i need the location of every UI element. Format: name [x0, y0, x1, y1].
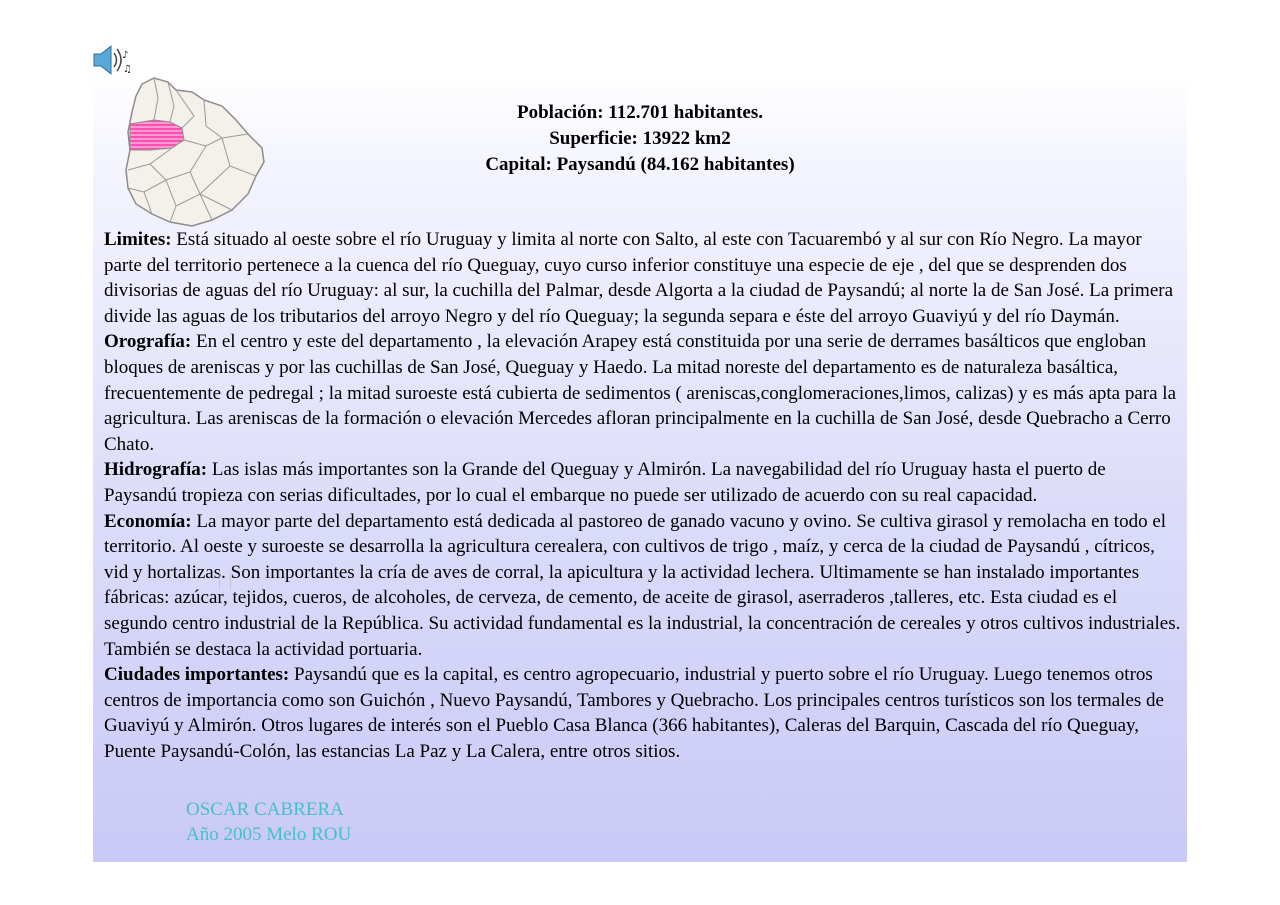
department-stats: [440, 100, 840, 178]
section-heading: Ciudades importantes:: [104, 664, 290, 686]
section-text: La mayor parte del departamento está dedicada al pastoreo de ganado vacuno y ovino. Se cultiva girasol y remolacha en todo el territorio. Al oeste y suroeste se desarrolla la agricultura cerealera, con cultivos de trigo , maíz, y cerca de la ciudad de Paysandú , cítricos, vid y hortalizas. Son importantes la cría de aves de corral, la apicultura y la actividad lechera. Ultimamente se han instalado importantes fábricas: azúcar, tejidos, cueros, de alcoholes, de cerveza, de cemento, de aceite de girasol, aserraderos ,talleres, etc. Esta ciudad es el segundo centro industrial de la República. Su actividad fundamental es la industrial, la concentración de cereales y otros cultivos industriales. También se destaca la actividad portuaria.: [104, 510, 1181, 660]
section-heading: Orografía:: [104, 331, 192, 353]
department-description: [104, 227, 1182, 764]
capital-stat: Capital: Paysandú (84.162 habitantes): [485, 154, 795, 175]
section-text: Paysandú que es la capital, es centro agropecuario, industrial y puerto sobre el río Uruguay. Luego tenemos otros centros de importancia como son Guichón , Nuevo Paysandú, Tambores y Quebracho. Los principales centros turísticos son los termales de Guaviyú y Almirón. Otros lugares de interés son el Pueblo Casa Blanca (366 habitantes), Caleras del Barquin, Cascada del río Queguay, Puente Paysandú-Colón, las estancias La Paz y La Calera, entre otros sitios.: [104, 664, 1164, 762]
section-ciudades: [104, 662, 1182, 764]
speaker-sound-icon[interactable]: [92, 42, 132, 78]
section-heading: Limites:: [104, 229, 172, 250]
svg-text:♫: ♫: [123, 64, 132, 75]
section-text: Las islas más importantes son la Grande del Queguay y Almirón. La navegabilidad del río Uruguay hasta el puerto de Paysandú tropieza con serias dificultades, por lo cual el embarque no puede ser utilizado de acuerdo con su real capacidad.: [104, 459, 1106, 506]
section-economia: [104, 509, 1182, 663]
section-text: En el centro y este del departamento , la elevación Arapey está constituida por una serie de derrames basálticos que engloban bloques de areniscas y por las cuchillas de San José, Queguay y Haedo. La mitad noreste del departamento es de naturaleza basáltica, frecuentemente de pedregal ; la mitad suroeste está cubierta de sedimentos ( areniscas,conglomeraciones,limos, calizas) y es más apta para la agricultura. Las areniscas de la formación o elevación Mercedes afloran principalmente en la cuchilla de San José, desde Quebracho a Cerro Chato.: [104, 331, 1176, 455]
section-hidrografia: [104, 457, 1182, 508]
author-year-location: Año 2005 Melo ROU: [186, 824, 352, 845]
section-text: Está situado al oeste sobre el río Uruguay y limita al norte con Salto, al este con Tacuarembó y al sur con Río Negro. La mayor parte del territorio pertenece a la cuenca del río Queguay, cuyo curso inferior constituye una especie de eje , del que se desprenden dos divisorias de aguas del río Uruguay: al sur, la cuchilla del Palmar, desde Algorta a la ciudad de Paysandú; al norte la de San José. La primera divide las aguas de los tributarios del arroyo Negro y del río Queguay; la segunda separa e éste del arroyo Guaviyú y del río Daymán.: [104, 229, 1174, 327]
section-heading: Economía:: [104, 510, 192, 532]
section-heading: Hidrografía:: [104, 459, 208, 481]
population-stat: Población: 112.701 habitantes.: [517, 102, 763, 123]
author-footer: [186, 797, 351, 847]
svg-text:♪: ♪: [122, 50, 129, 61]
text-cursor-icon: [219, 572, 231, 590]
uruguay-map-icon: [124, 76, 268, 228]
section-orografia: [104, 329, 1182, 457]
author-name: OSCAR CABRERA: [186, 799, 344, 820]
area-stat: Superficie: 13922 km2: [549, 128, 731, 149]
section-limites: [104, 227, 1182, 329]
